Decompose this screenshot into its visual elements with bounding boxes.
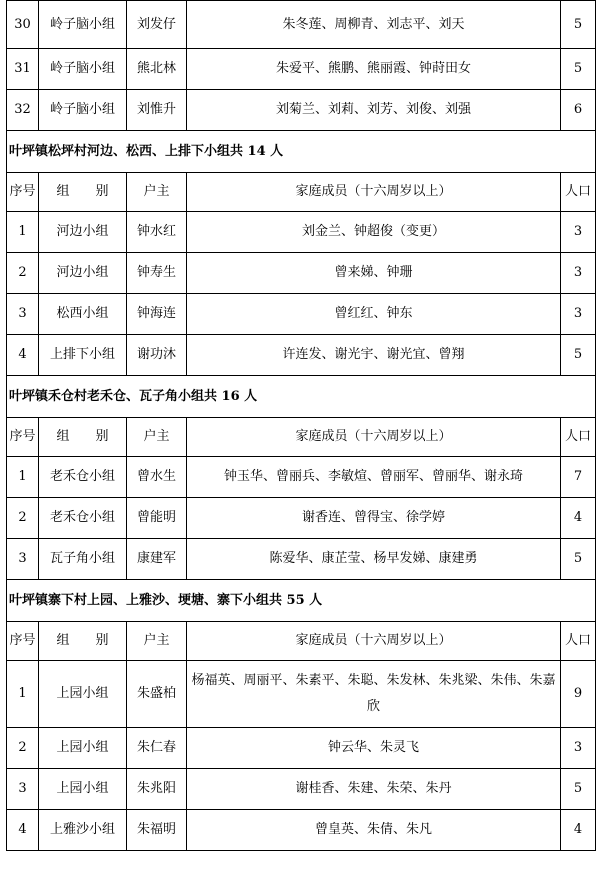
row-group: 河边小组	[39, 253, 127, 294]
row-head: 钟寿生	[127, 253, 187, 294]
row-count: 5	[561, 539, 596, 580]
row-head: 熊北林	[127, 49, 187, 90]
row-no: 2	[7, 498, 39, 539]
row-no: 3	[7, 769, 39, 810]
row-count: 9	[561, 661, 596, 728]
row-members: 谢香连、曾得宝、徐学婷	[187, 498, 561, 539]
header-head: 户主	[127, 622, 187, 661]
header-no: 序号	[7, 418, 39, 457]
table-row	[7, 498, 596, 539]
row-head: 钟水红	[127, 212, 187, 253]
header-count: 人口	[561, 622, 596, 661]
row-group: 上雅沙小组	[39, 810, 127, 851]
row-members: 朱爱平、熊鹏、熊丽霞、钟莳田女	[187, 49, 561, 90]
table-row	[7, 728, 596, 769]
row-group: 岭子脑小组	[39, 90, 127, 131]
row-members: 曾来娣、钟珊	[187, 253, 561, 294]
row-head: 朱福明	[127, 810, 187, 851]
row-group: 上园小组	[39, 661, 127, 728]
row-group: 松西小组	[39, 294, 127, 335]
table-row	[7, 810, 596, 851]
row-group: 老禾仓小组	[39, 457, 127, 498]
row-head: 刘惟升	[127, 90, 187, 131]
header-head: 户主	[127, 418, 187, 457]
header-members: 家庭成员（十六周岁以上）	[187, 173, 561, 212]
table-row	[7, 212, 596, 253]
row-head: 朱盛柏	[127, 661, 187, 728]
row-count: 4	[561, 498, 596, 539]
row-no: 1	[7, 661, 39, 728]
table-row	[7, 1, 596, 49]
row-group: 老禾仓小组	[39, 498, 127, 539]
row-count: 5	[561, 335, 596, 376]
row-head: 钟海连	[127, 294, 187, 335]
row-members: 刘菊兰、刘莉、刘芳、刘俊、刘强	[187, 90, 561, 131]
row-head: 曾水生	[127, 457, 187, 498]
header-group-part-b: 别	[95, 633, 109, 648]
row-group: 上园小组	[39, 728, 127, 769]
header-group-part-b: 别	[95, 184, 109, 199]
row-no: 1	[7, 457, 39, 498]
row-members: 钟云华、朱灵飞	[187, 728, 561, 769]
row-members: 朱冬莲、周柳青、刘志平、刘天	[187, 1, 561, 49]
row-count: 3	[561, 294, 596, 335]
table-row	[7, 661, 596, 728]
header-head: 户主	[127, 173, 187, 212]
row-members: 杨福英、周丽平、朱素平、朱聪、朱发林、朱兆梁、朱伟、朱嘉欣	[187, 661, 561, 728]
row-no: 30	[7, 1, 39, 49]
header-group	[39, 173, 127, 212]
header-row	[7, 173, 596, 212]
header-row	[7, 418, 596, 457]
row-members: 曾红红、钟东	[187, 294, 561, 335]
table-row	[7, 335, 596, 376]
row-no: 32	[7, 90, 39, 131]
table-row	[7, 457, 596, 498]
header-group-part-a: 组	[56, 429, 70, 444]
row-head: 朱兆阳	[127, 769, 187, 810]
row-count: 3	[561, 212, 596, 253]
row-group: 上排下小组	[39, 335, 127, 376]
table-row	[7, 539, 596, 580]
row-head: 刘发仔	[127, 1, 187, 49]
row-members: 曾皇英、朱倩、朱凡	[187, 810, 561, 851]
row-count: 5	[561, 769, 596, 810]
row-count: 4	[561, 810, 596, 851]
row-group: 岭子脑小组	[39, 49, 127, 90]
header-group	[39, 418, 127, 457]
household-table	[6, 0, 596, 851]
row-no: 2	[7, 253, 39, 294]
section-title: 叶坪镇寨下村上园、上雅沙、埂塘、寨下小组共 55 人	[7, 580, 596, 622]
row-head: 康建军	[127, 539, 187, 580]
table-row	[7, 769, 596, 810]
header-no: 序号	[7, 622, 39, 661]
section-title: 叶坪镇禾仓村老禾仓、瓦子角小组共 16 人	[7, 376, 596, 418]
row-count: 5	[561, 49, 596, 90]
header-row	[7, 622, 596, 661]
header-group-part-b: 别	[95, 429, 109, 444]
table-row	[7, 294, 596, 335]
row-count: 3	[561, 253, 596, 294]
row-no: 4	[7, 810, 39, 851]
row-members: 陈爱华、康芷莹、杨早发娣、康建勇	[187, 539, 561, 580]
row-group: 瓦子角小组	[39, 539, 127, 580]
row-no: 31	[7, 49, 39, 90]
row-members: 刘金兰、钟超俊（变更）	[187, 212, 561, 253]
section-title: 叶坪镇松坪村河边、松西、上排下小组共 14 人	[7, 131, 596, 173]
row-group: 上园小组	[39, 769, 127, 810]
row-members: 谢桂香、朱建、朱荣、朱丹	[187, 769, 561, 810]
header-group	[39, 622, 127, 661]
row-count: 5	[561, 1, 596, 49]
row-group: 岭子脑小组	[39, 1, 127, 49]
section-title-row	[7, 580, 596, 622]
table-row	[7, 49, 596, 90]
row-head: 曾能明	[127, 498, 187, 539]
row-no: 3	[7, 539, 39, 580]
row-no: 1	[7, 212, 39, 253]
section-title-row	[7, 376, 596, 418]
header-members: 家庭成员（十六周岁以上）	[187, 418, 561, 457]
row-members: 许连发、谢光宇、谢光宜、曾翔	[187, 335, 561, 376]
table-row	[7, 253, 596, 294]
row-count: 7	[561, 457, 596, 498]
row-count: 3	[561, 728, 596, 769]
table-row	[7, 90, 596, 131]
row-members: 钟玉华、曾丽兵、李敏煊、曾丽军、曾丽华、谢永琦	[187, 457, 561, 498]
row-head: 谢功沐	[127, 335, 187, 376]
header-group-part-a: 组	[56, 184, 70, 199]
header-group-part-a: 组	[56, 633, 70, 648]
row-no: 2	[7, 728, 39, 769]
section-title-row	[7, 131, 596, 173]
header-no: 序号	[7, 173, 39, 212]
header-members: 家庭成员（十六周岁以上）	[187, 622, 561, 661]
header-count: 人口	[561, 418, 596, 457]
row-head: 朱仁春	[127, 728, 187, 769]
header-count: 人口	[561, 173, 596, 212]
row-no: 4	[7, 335, 39, 376]
row-no: 3	[7, 294, 39, 335]
row-group: 河边小组	[39, 212, 127, 253]
row-count: 6	[561, 90, 596, 131]
